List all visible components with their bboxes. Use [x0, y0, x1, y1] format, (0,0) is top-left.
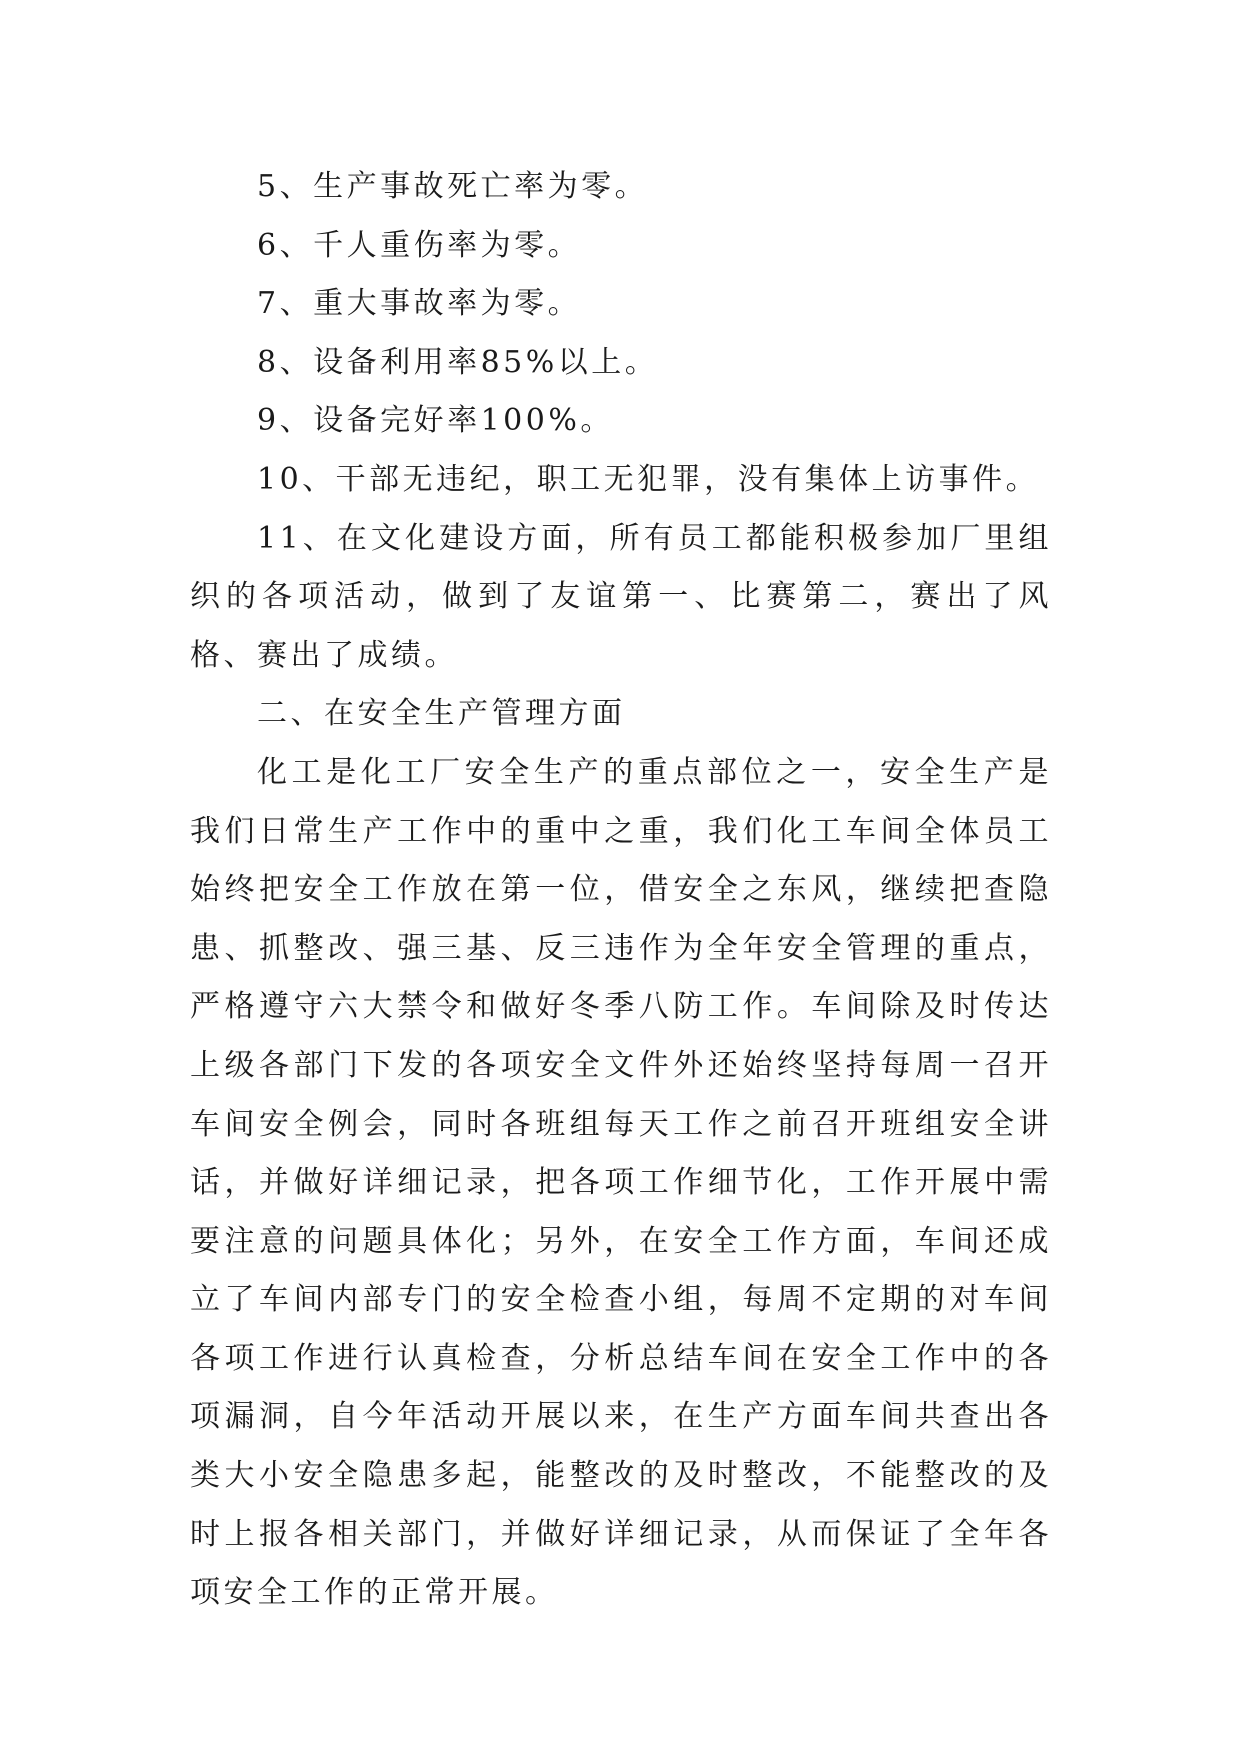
item-9-equipment-integrity: 9、设备完好率100%。	[257, 403, 614, 439]
item-11-culture: 11、在文化建设方面，所有员工都能积极参加厂里组织的各项活动，做到了友谊第一、比赛第二，赛出了风格、赛出了成绩。	[190, 520, 1052, 673]
item-5-fatality-rate: 5、生产事故死亡率为零。	[257, 169, 649, 204]
item-6-injury-rate: 6、千人重伤率为零。	[257, 227, 582, 263]
item-8-equipment-utilization: 8、设备利用率85%以上。	[257, 344, 659, 380]
item-7-major-accident-rate: 7、重大事故率为零。	[257, 286, 582, 322]
document-body	[190, 158, 1052, 1623]
section-heading-safety: 二、在安全生产管理方面	[257, 696, 626, 732]
safety-management-paragraph: 化工是化工厂安全生产的重点部位之一，安全生产是我们日常生产工作中的重中之重，我们化工车间全体员工始终把安全工作放在第一位，借安全之东风，继续把查隐患、抓整改、强三基、反三违作为全年安全管理的重点，严格遵守六大禁令和做好冬季八防工作。车间除及时传达上级各部门下发的各项安全文件外还始终坚持每周一召开车间安全例会，同时各班组每天工作之前召开班组安全讲话，并做好详细记录，把各项工作细节化，工作开展中需要注意的问题具体化；另外，在安全工作方面，车间还成立了车间内部专门的安全检查小组，每周不定期的对车间各项工作进行认真检查，分析总结车间在安全工作中的各项漏洞，自今年活动开展以来，在生产方面车间共查出各类大小安全隐患多起，能整改的及时整改，不能整改的及时上报各相关部门，并做好详细记录，从而保证了全年各项安全工作的正常开展。	[190, 754, 1052, 1611]
item-10-discipline: 10、干部无违纪，职工无犯罪，没有集体上访事件。	[257, 461, 1040, 497]
